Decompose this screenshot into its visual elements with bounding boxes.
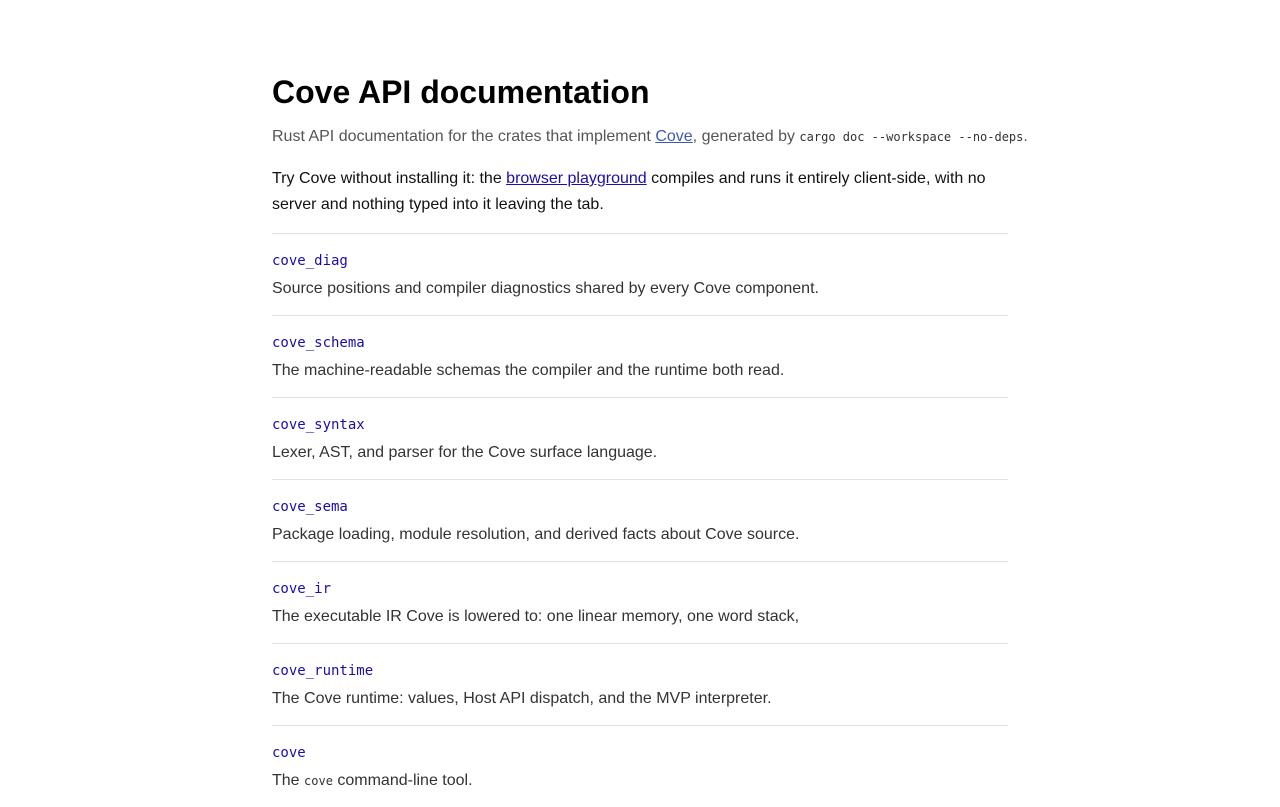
crate-link-cove-schema[interactable]: cove_schema [272,335,365,351]
crate-item-cove-schema [272,315,1008,397]
crate-item-cove-syntax [272,397,1008,479]
crate-description: The executable IR Cove is lowered to: one linear memory, one word stack, [272,608,800,625]
crate-description: Lexer, AST, and parser for the Cove surface language. [272,444,658,461]
crate-link-cove-diag[interactable]: cove_diag [272,253,348,269]
crate-link-cove-ir[interactable]: cove_ir [272,581,332,597]
crate-desc-prefix: The [272,772,305,789]
cargo-command-code: cargo doc --workspace --no-deps [799,130,1024,144]
browser-playground-link[interactable]: browser playground [506,170,647,187]
crate-desc-suffix: command-line tool. [332,772,473,789]
crate-list [272,233,1008,807]
crate-item-cove-diag [272,233,1008,315]
page-subtitle [272,128,1032,146]
crate-item-cove-runtime [272,643,1008,725]
crate-description: The machine-readable schemas the compiler and the runtime both read. [272,362,785,379]
page-title: Cove API documentation [272,74,650,110]
subtitle-mid: , generated by [692,128,800,145]
crate-link-cove-syntax[interactable]: cove_syntax [272,417,365,433]
cove-command-code: cove [304,774,333,788]
cove-link[interactable]: Cove [655,128,693,145]
crate-link-cove-sema[interactable]: cove_sema [272,499,348,515]
crate-item-cove-ir [272,561,1008,643]
intro-suffix: compiles and runs it entirely client-side, with no server and nothing typed into it leaving the tab. [272,170,986,213]
crate-item-cove-sema [272,479,1008,561]
crate-description [272,772,473,790]
crate-link-cove-runtime[interactable]: cove_runtime [272,663,374,679]
subtitle-suffix: . [1023,128,1028,145]
crate-link-cove[interactable]: cove [272,745,306,761]
intro-paragraph [272,166,1008,218]
crate-item-cove [272,725,1008,807]
subtitle-prefix: Rust API documentation for the crates that implement [272,128,656,145]
crate-description: Package loading, module resolution, and derived facts about Cove source. [272,526,800,543]
intro-prefix: Try Cove without installing it: the [272,170,507,187]
crate-description: The Cove runtime: values, Host API dispatch, and the MVP interpreter. [272,690,772,707]
crate-description: Source positions and compiler diagnostics shared by every Cove component. [272,280,819,297]
